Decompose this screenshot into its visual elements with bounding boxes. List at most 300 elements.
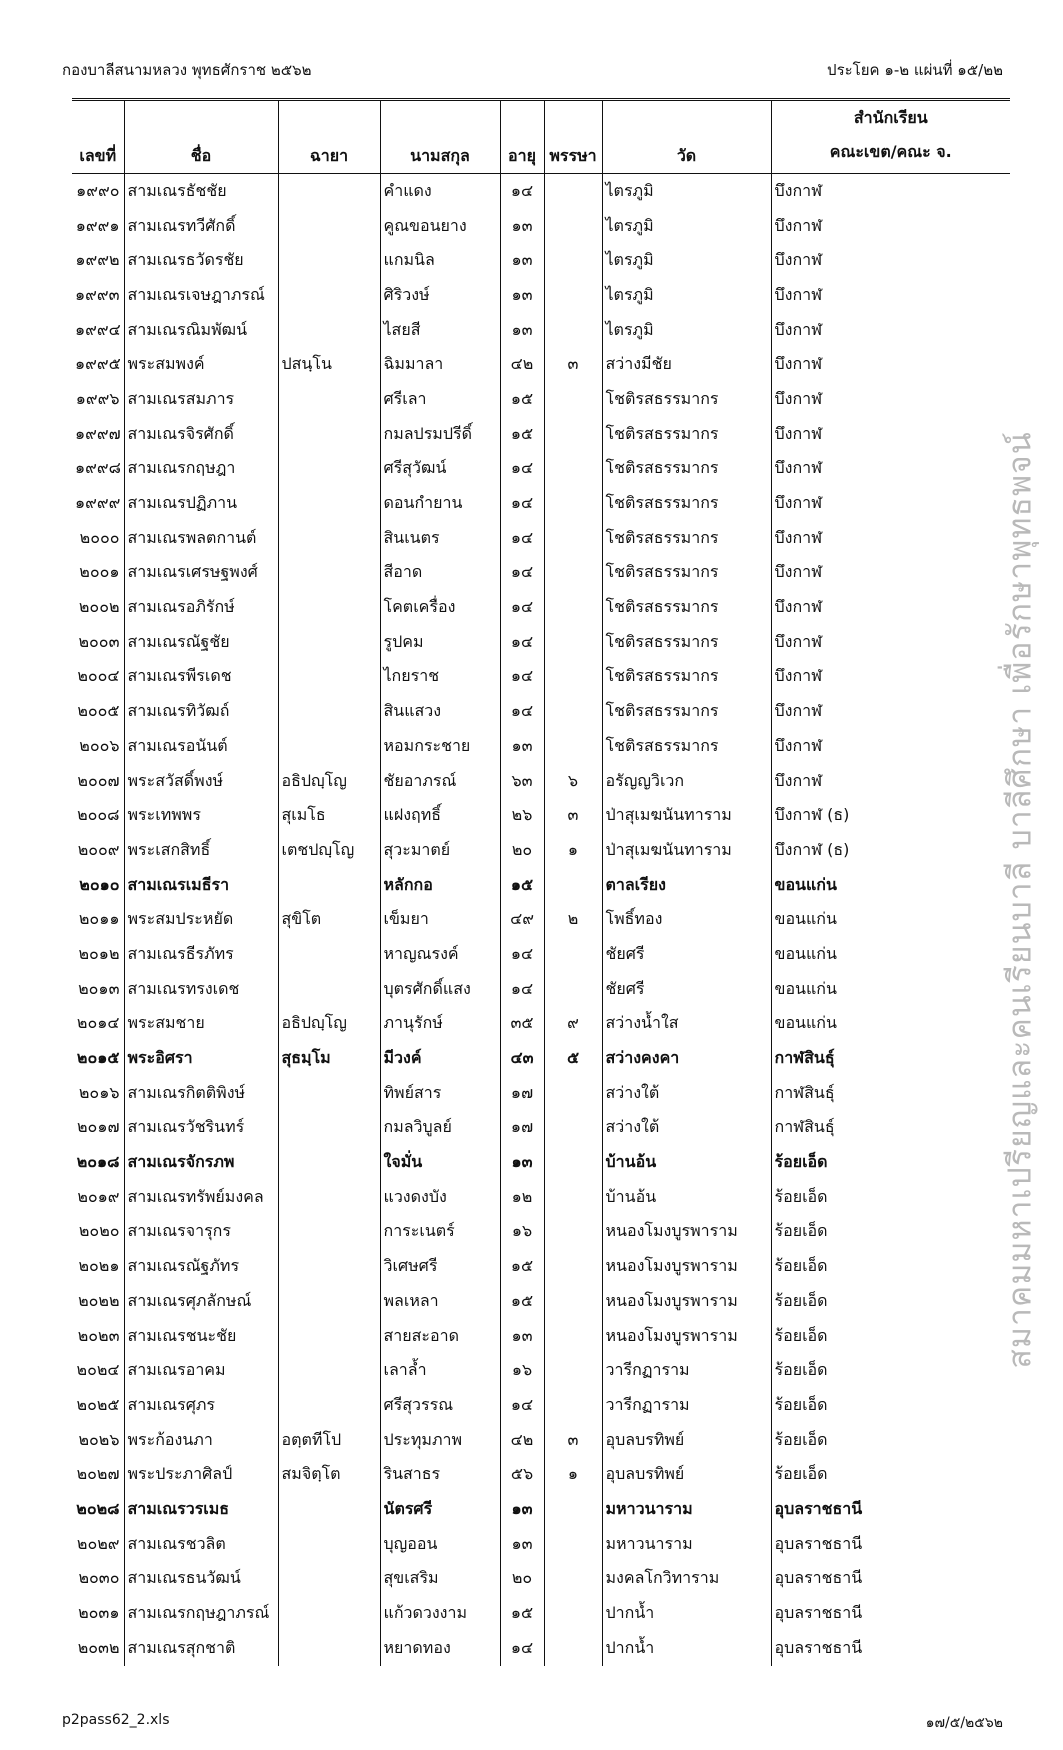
cell-no: ๒๐๓๒ xyxy=(72,1631,124,1666)
table-row xyxy=(72,1388,1010,1423)
cell-surname: หลักกอ xyxy=(380,868,500,903)
cell-wat: โชติรสธรรมากร xyxy=(602,590,771,625)
cell-school: ขอนแก่น xyxy=(771,972,1010,1007)
cell-name: พระอิศรา xyxy=(124,1041,278,1076)
cell-age: ๔๒ xyxy=(500,347,544,382)
cell-pansa xyxy=(544,1631,602,1666)
col-header-pansa: พรรษา xyxy=(544,100,602,174)
cell-school: บึงกาฬ xyxy=(771,347,1010,382)
cell-school: ร้อยเอ็ด xyxy=(771,1423,1010,1458)
cell-surname: สินแสวง xyxy=(380,694,500,729)
cell-no: ๒๐๒๔ xyxy=(72,1353,124,1388)
cell-surname: สีอาด xyxy=(380,556,500,591)
cell-pansa xyxy=(544,972,602,1007)
cell-surname: กมลปรมปรีดิ์ xyxy=(380,417,500,452)
cell-school: บึงกาฬ xyxy=(771,417,1010,452)
cell-pansa: ๖ xyxy=(544,764,602,799)
cell-surname: ใจมั่น xyxy=(380,1145,500,1180)
table-row xyxy=(72,486,1010,521)
cell-name: สามเณรณัฐภัทร xyxy=(124,1249,278,1284)
cell-no: ๒๐๒๒ xyxy=(72,1284,124,1319)
cell-name: สามเณรณัฐชัย xyxy=(124,625,278,660)
cell-age: ๑๓ xyxy=(500,1527,544,1562)
cell-pansa: ๑ xyxy=(544,1457,602,1492)
cell-chaya xyxy=(278,486,380,521)
cell-name: สามเณรสุกชาติ xyxy=(124,1631,278,1666)
cell-surname: หาญณรงค์ xyxy=(380,937,500,972)
cell-school: บึงกาฬ xyxy=(771,174,1010,209)
cell-age: ๓๕ xyxy=(500,1007,544,1042)
cell-surname: ดอนกำยาน xyxy=(380,486,500,521)
cell-pansa: ๙ xyxy=(544,1007,602,1042)
cell-chaya xyxy=(278,1319,380,1354)
cell-pansa xyxy=(544,1319,602,1354)
cell-wat: ชัยศรี xyxy=(602,937,771,972)
cell-surname: โคตเครื่อง xyxy=(380,590,500,625)
cell-surname: กมลวิบูลย์ xyxy=(380,1111,500,1146)
cell-surname: มีวงค์ xyxy=(380,1041,500,1076)
cell-pansa xyxy=(544,209,602,244)
cell-name: สามเณรธีรภัทร xyxy=(124,937,278,972)
cell-wat: ตาลเรียง xyxy=(602,868,771,903)
cell-name: พระสมพงค์ xyxy=(124,347,278,382)
cell-school: บึงกาฬ xyxy=(771,694,1010,729)
cell-no: ๒๐๐๒ xyxy=(72,590,124,625)
cell-wat: โชติรสธรรมากร xyxy=(602,556,771,591)
cell-wat: โชติรสธรรมากร xyxy=(602,521,771,556)
cell-age: ๔๒ xyxy=(500,1423,544,1458)
cell-wat: สว่างใต้ xyxy=(602,1076,771,1111)
cell-name: สามเณรธวัดรชัย xyxy=(124,243,278,278)
cell-no: ๒๐๒๓ xyxy=(72,1319,124,1354)
table-row xyxy=(72,1319,1010,1354)
table-row xyxy=(72,1631,1010,1666)
table-row xyxy=(72,937,1010,972)
cell-name: สามเณรกฤษฎา xyxy=(124,452,278,487)
cell-name: สามเณรวัชรินทร์ xyxy=(124,1111,278,1146)
cell-no: ๑๙๙๘ xyxy=(72,452,124,487)
cell-wat: ไตรภูมิ xyxy=(602,209,771,244)
cell-name: สามเณรอนันต์ xyxy=(124,729,278,764)
cell-wat: บ้านอ้น xyxy=(602,1145,771,1180)
cell-pansa xyxy=(544,1562,602,1597)
cell-no: ๒๐๐๑ xyxy=(72,556,124,591)
cell-chaya xyxy=(278,417,380,452)
cell-surname: ประทุมภาพ xyxy=(380,1423,500,1458)
cell-age: ๔๙ xyxy=(500,902,544,937)
cell-no: ๒๐๑๑ xyxy=(72,902,124,937)
cell-pansa xyxy=(544,729,602,764)
cell-wat: ไตรภูมิ xyxy=(602,278,771,313)
cell-no: ๑๙๙๔ xyxy=(72,313,124,348)
cell-school: อุบลราชธานี xyxy=(771,1527,1010,1562)
cell-wat: ไตรภูมิ xyxy=(602,313,771,348)
cell-pansa xyxy=(544,1180,602,1215)
cell-chaya xyxy=(278,1631,380,1666)
cell-wat: โชติรสธรรมากร xyxy=(602,417,771,452)
cell-wat: โพธิ์ทอง xyxy=(602,902,771,937)
cell-pansa xyxy=(544,660,602,695)
cell-surname: รินสาธร xyxy=(380,1457,500,1492)
cell-no: ๒๐๐๖ xyxy=(72,729,124,764)
cell-school: บึงกาฬ xyxy=(771,452,1010,487)
cell-surname: คำแดง xyxy=(380,174,500,209)
cell-chaya xyxy=(278,1111,380,1146)
col-header-wat: วัด xyxy=(602,100,771,174)
cell-name: สามเณรจารุกร xyxy=(124,1215,278,1250)
cell-name: สามเณรกฤษฎาภรณ์ xyxy=(124,1596,278,1631)
cell-pansa: ๓ xyxy=(544,347,602,382)
cell-pansa: ๕ xyxy=(544,1041,602,1076)
cell-school: ร้อยเอ็ด xyxy=(771,1353,1010,1388)
table-row xyxy=(72,1076,1010,1111)
cell-chaya xyxy=(278,556,380,591)
cell-pansa xyxy=(544,1284,602,1319)
cell-school: ขอนแก่น xyxy=(771,902,1010,937)
cell-age: ๑๓ xyxy=(500,243,544,278)
cell-wat: สว่างคงคา xyxy=(602,1041,771,1076)
cell-wat: อุบลบรทิพย์ xyxy=(602,1457,771,1492)
cell-school: บึงกาฬ xyxy=(771,521,1010,556)
cell-pansa xyxy=(544,486,602,521)
cell-name: สามเณรพีรเดช xyxy=(124,660,278,695)
cell-chaya xyxy=(278,1249,380,1284)
cell-surname: สุวะมาตย์ xyxy=(380,833,500,868)
cell-chaya: สุเมโธ xyxy=(278,798,380,833)
cell-pansa xyxy=(544,694,602,729)
cell-name: สามเณรทวีศักดิ์ xyxy=(124,209,278,244)
table-row xyxy=(72,174,1010,209)
cell-pansa xyxy=(544,937,602,972)
cell-age: ๑๖ xyxy=(500,1353,544,1388)
cell-surname: ทิพย์สาร xyxy=(380,1076,500,1111)
cell-surname: เลาล้ำ xyxy=(380,1353,500,1388)
table-row xyxy=(72,590,1010,625)
cell-school: ร้อยเอ็ด xyxy=(771,1145,1010,1180)
cell-name: สามเณรศุภลักษณ์ xyxy=(124,1284,278,1319)
cell-no: ๑๙๙๕ xyxy=(72,347,124,382)
cell-chaya xyxy=(278,1215,380,1250)
cell-name: สามเณรอาคม xyxy=(124,1353,278,1388)
watermark-text: สมาคมมหาเปรียญและคนเรียนบาลี บาลีศึกษา เพื่อรักษาพุทธพจน์ xyxy=(1000,431,1039,1369)
cell-no: ๒๐๐๔ xyxy=(72,660,124,695)
table-header-row xyxy=(72,100,1010,174)
cell-age: ๑๕ xyxy=(500,868,544,903)
cell-school: บึงกาฬ xyxy=(771,729,1010,764)
footer-filename: p2pass62_2.xls xyxy=(62,1712,170,1728)
col-header-age: อายุ xyxy=(500,100,544,174)
cell-school: ร้อยเอ็ด xyxy=(771,1284,1010,1319)
cell-school: บึงกาฬ xyxy=(771,382,1010,417)
cell-pansa xyxy=(544,1215,602,1250)
cell-no: ๑๙๙๐ xyxy=(72,174,124,209)
cell-school: บึงกาฬ xyxy=(771,486,1010,521)
cell-wat: หนองโมงบูรพาราม xyxy=(602,1215,771,1250)
cell-chaya xyxy=(278,174,380,209)
cell-wat: วารีกฏาราม xyxy=(602,1353,771,1388)
table-row xyxy=(72,1041,1010,1076)
cell-no: ๒๐๑๒ xyxy=(72,937,124,972)
table-row xyxy=(72,452,1010,487)
cell-name: สามเณรณิมพัฒน์ xyxy=(124,313,278,348)
cell-age: ๑๔ xyxy=(500,694,544,729)
cell-age: ๕๖ xyxy=(500,1457,544,1492)
cell-school: บึงกาฬ xyxy=(771,313,1010,348)
cell-chaya xyxy=(278,1388,380,1423)
cell-age: ๑๗ xyxy=(500,1111,544,1146)
col-header-surname: นามสกุล xyxy=(380,100,500,174)
cell-name: สามเณรอภิรักษ์ xyxy=(124,590,278,625)
cell-no: ๒๐๐๘ xyxy=(72,798,124,833)
cell-surname: บุตรศักดิ์แสง xyxy=(380,972,500,1007)
cell-no: ๒๐๑๘ xyxy=(72,1145,124,1180)
cell-age: ๑๔ xyxy=(500,1388,544,1423)
cell-age: ๒๐ xyxy=(500,1562,544,1597)
cell-pansa xyxy=(544,625,602,660)
results-table xyxy=(72,98,1010,1666)
cell-wat: มหาวนาราม xyxy=(602,1492,771,1527)
cell-surname: ภานุรักษ์ xyxy=(380,1007,500,1042)
table-row xyxy=(72,1527,1010,1562)
cell-age: ๑๔ xyxy=(500,556,544,591)
cell-wat: บ้านอ้น xyxy=(602,1180,771,1215)
cell-surname: วิเศษศรี xyxy=(380,1249,500,1284)
cell-pansa xyxy=(544,1145,602,1180)
cell-age: ๑๓ xyxy=(500,1145,544,1180)
cell-name: สามเณรธนวัฒน์ xyxy=(124,1562,278,1597)
cell-chaya xyxy=(278,660,380,695)
cell-wat: วารีกฏาราม xyxy=(602,1388,771,1423)
cell-wat: ปากน้ำ xyxy=(602,1631,771,1666)
cell-surname: รูปคม xyxy=(380,625,500,660)
cell-surname: ฉิมมาลา xyxy=(380,347,500,382)
cell-pansa xyxy=(544,174,602,209)
cell-school: อุบลราชธานี xyxy=(771,1492,1010,1527)
table-row xyxy=(72,1284,1010,1319)
cell-age: ๑๔ xyxy=(500,174,544,209)
cell-name: สามเณรทิวัฒถ์ xyxy=(124,694,278,729)
table-row xyxy=(72,1353,1010,1388)
cell-chaya: สมจิตฺโต xyxy=(278,1457,380,1492)
cell-name: สามเณรพลตกานต์ xyxy=(124,521,278,556)
cell-age: ๑๓ xyxy=(500,1492,544,1527)
cell-age: ๔๓ xyxy=(500,1041,544,1076)
cell-name: พระสวัสดิ์พงษ์ xyxy=(124,764,278,799)
cell-age: ๑๔ xyxy=(500,452,544,487)
cell-age: ๑๔ xyxy=(500,521,544,556)
cell-no: ๒๐๒๗ xyxy=(72,1457,124,1492)
col-header-school-line2: คณะเขต/คณะ จ. xyxy=(829,142,952,161)
cell-school: ร้อยเอ็ด xyxy=(771,1215,1010,1250)
col-header-no: เลขที่ xyxy=(72,100,124,174)
cell-school: ร้อยเอ็ด xyxy=(771,1249,1010,1284)
cell-wat: สว่างใต้ xyxy=(602,1111,771,1146)
cell-chaya xyxy=(278,937,380,972)
table-row xyxy=(72,1457,1010,1492)
cell-surname: เข็มยา xyxy=(380,902,500,937)
cell-pansa xyxy=(544,382,602,417)
cell-wat: ป่าสุเมฆนันทาราม xyxy=(602,798,771,833)
cell-name: สามเณรชวลิต xyxy=(124,1527,278,1562)
cell-age: ๑๔ xyxy=(500,660,544,695)
cell-no: ๒๐๑๕ xyxy=(72,1041,124,1076)
cell-pansa xyxy=(544,278,602,313)
cell-no: ๒๐๒๑ xyxy=(72,1249,124,1284)
cell-wat: อรัญญวิเวก xyxy=(602,764,771,799)
table-row xyxy=(72,1249,1010,1284)
cell-no: ๒๐๒๕ xyxy=(72,1388,124,1423)
cell-age: ๑๖ xyxy=(500,1215,544,1250)
cell-school: ร้อยเอ็ด xyxy=(771,1180,1010,1215)
cell-age: ๑๒ xyxy=(500,1180,544,1215)
cell-chaya xyxy=(278,1353,380,1388)
cell-name: สามเณรชนะชัย xyxy=(124,1319,278,1354)
cell-wat: โชติรสธรรมากร xyxy=(602,382,771,417)
cell-school: ร้อยเอ็ด xyxy=(771,1319,1010,1354)
cell-name: สามเณรทรัพย์มงคล xyxy=(124,1180,278,1215)
cell-school: บึงกาฬ xyxy=(771,556,1010,591)
cell-school: บึงกาฬ (ธ) xyxy=(771,833,1010,868)
cell-pansa: ๒ xyxy=(544,902,602,937)
cell-chaya xyxy=(278,729,380,764)
cell-age: ๑๔ xyxy=(500,486,544,521)
cell-wat: ไตรภูมิ xyxy=(602,174,771,209)
table-row xyxy=(72,1007,1010,1042)
cell-name: พระประภาศิลป์ xyxy=(124,1457,278,1492)
cell-age: ๑๕ xyxy=(500,382,544,417)
cell-wat: โชติรสธรรมากร xyxy=(602,625,771,660)
table-row xyxy=(72,313,1010,348)
table-row xyxy=(72,347,1010,382)
cell-chaya xyxy=(278,313,380,348)
cell-school: กาฬสินธุ์ xyxy=(771,1041,1010,1076)
cell-chaya xyxy=(278,590,380,625)
cell-pansa xyxy=(544,243,602,278)
cell-no: ๒๐๑๙ xyxy=(72,1180,124,1215)
cell-surname: ศิริวงษ์ xyxy=(380,278,500,313)
cell-chaya xyxy=(278,1562,380,1597)
cell-name: สามเณรวรเมธ xyxy=(124,1492,278,1527)
cell-school: อุบลราชธานี xyxy=(771,1596,1010,1631)
cell-age: ๑๕ xyxy=(500,417,544,452)
cell-wat: โชติรสธรรมากร xyxy=(602,486,771,521)
cell-school: บึงกาฬ xyxy=(771,764,1010,799)
cell-no: ๒๐๐๙ xyxy=(72,833,124,868)
cell-no: ๑๙๙๖ xyxy=(72,382,124,417)
cell-school: ร้อยเอ็ด xyxy=(771,1388,1010,1423)
cell-wat: โชติรสธรรมากร xyxy=(602,729,771,764)
cell-wat: สว่างน้ำใส xyxy=(602,1007,771,1042)
cell-chaya xyxy=(278,1076,380,1111)
cell-surname: แวงดงบัง xyxy=(380,1180,500,1215)
cell-school: ร้อยเอ็ด xyxy=(771,1457,1010,1492)
cell-surname: นัตรศรี xyxy=(380,1492,500,1527)
cell-school: ขอนแก่น xyxy=(771,868,1010,903)
cell-pansa xyxy=(544,1111,602,1146)
cell-no: ๒๐๒๐ xyxy=(72,1215,124,1250)
cell-wat: ป่าสุเมฆนันทาราม xyxy=(602,833,771,868)
table-row xyxy=(72,902,1010,937)
cell-pansa xyxy=(544,590,602,625)
cell-name: พระเสกสิทธิ์ xyxy=(124,833,278,868)
cell-surname: สินเนตร xyxy=(380,521,500,556)
cell-age: ๒๐ xyxy=(500,833,544,868)
table-row xyxy=(72,625,1010,660)
cell-chaya: สุธมฺโม xyxy=(278,1041,380,1076)
cell-school: กาฬสินธุ์ xyxy=(771,1111,1010,1146)
cell-chaya xyxy=(278,625,380,660)
cell-name: สามเณรเศรษฐพงศ์ xyxy=(124,556,278,591)
cell-wat: หนองโมงบูรพาราม xyxy=(602,1249,771,1284)
table-row xyxy=(72,868,1010,903)
cell-chaya xyxy=(278,972,380,1007)
cell-name: สามเณรสมภาร xyxy=(124,382,278,417)
table-row xyxy=(72,694,1010,729)
cell-age: ๑๓ xyxy=(500,278,544,313)
cell-surname: แกมนิล xyxy=(380,243,500,278)
table-row xyxy=(72,660,1010,695)
cell-pansa xyxy=(544,1527,602,1562)
cell-no: ๒๐๐๓ xyxy=(72,625,124,660)
cell-chaya: ปสนฺโน xyxy=(278,347,380,382)
table-row xyxy=(72,1423,1010,1458)
cell-no: ๒๐๒๙ xyxy=(72,1527,124,1562)
cell-surname: ศรีสุวรรณ xyxy=(380,1388,500,1423)
table-row xyxy=(72,729,1010,764)
cell-wat: หนองโมงบูรพาราม xyxy=(602,1284,771,1319)
cell-no: ๒๐๓๑ xyxy=(72,1596,124,1631)
col-header-chaya: ฉายา xyxy=(278,100,380,174)
cell-chaya xyxy=(278,1527,380,1562)
cell-wat: ไตรภูมิ xyxy=(602,243,771,278)
cell-surname: แฝงฤทธิ์ xyxy=(380,798,500,833)
col-header-name: ชื่อ xyxy=(124,100,278,174)
cell-chaya: อธิปญฺโญ xyxy=(278,1007,380,1042)
cell-pansa xyxy=(544,521,602,556)
cell-surname: ไสยสี xyxy=(380,313,500,348)
cell-surname: คูณขอนยาง xyxy=(380,209,500,244)
table-row xyxy=(72,382,1010,417)
cell-age: ๑๔ xyxy=(500,972,544,1007)
table-row xyxy=(72,1492,1010,1527)
cell-wat: โชติรสธรรมากร xyxy=(602,660,771,695)
cell-school: กาฬสินธุ์ xyxy=(771,1076,1010,1111)
cell-pansa: ๑ xyxy=(544,833,602,868)
cell-chaya xyxy=(278,278,380,313)
cell-pansa xyxy=(544,868,602,903)
cell-age: ๑๗ xyxy=(500,1076,544,1111)
cell-name: สามเณรจิรศักดิ์ xyxy=(124,417,278,452)
document-header-right: ประโยค ๑-๒ แผ่นที่ ๑๕/๒๒ xyxy=(827,61,1003,79)
cell-surname: สุขเสริม xyxy=(380,1562,500,1597)
cell-age: ๑๕ xyxy=(500,1249,544,1284)
cell-name: พระเทพพร xyxy=(124,798,278,833)
cell-chaya: สุขิโต xyxy=(278,902,380,937)
table-row xyxy=(72,243,1010,278)
cell-no: ๒๐๐๕ xyxy=(72,694,124,729)
cell-wat: สว่างมีชัย xyxy=(602,347,771,382)
cell-wat: โชติรสธรรมากร xyxy=(602,694,771,729)
cell-no: ๒๐๐๐ xyxy=(72,521,124,556)
cell-pansa xyxy=(544,1596,602,1631)
cell-no: ๒๐๑๖ xyxy=(72,1076,124,1111)
cell-pansa xyxy=(544,1492,602,1527)
cell-wat: หนองโมงบูรพาราม xyxy=(602,1319,771,1354)
cell-chaya xyxy=(278,1492,380,1527)
table-row xyxy=(72,1145,1010,1180)
cell-pansa: ๓ xyxy=(544,798,602,833)
cell-chaya xyxy=(278,1180,380,1215)
